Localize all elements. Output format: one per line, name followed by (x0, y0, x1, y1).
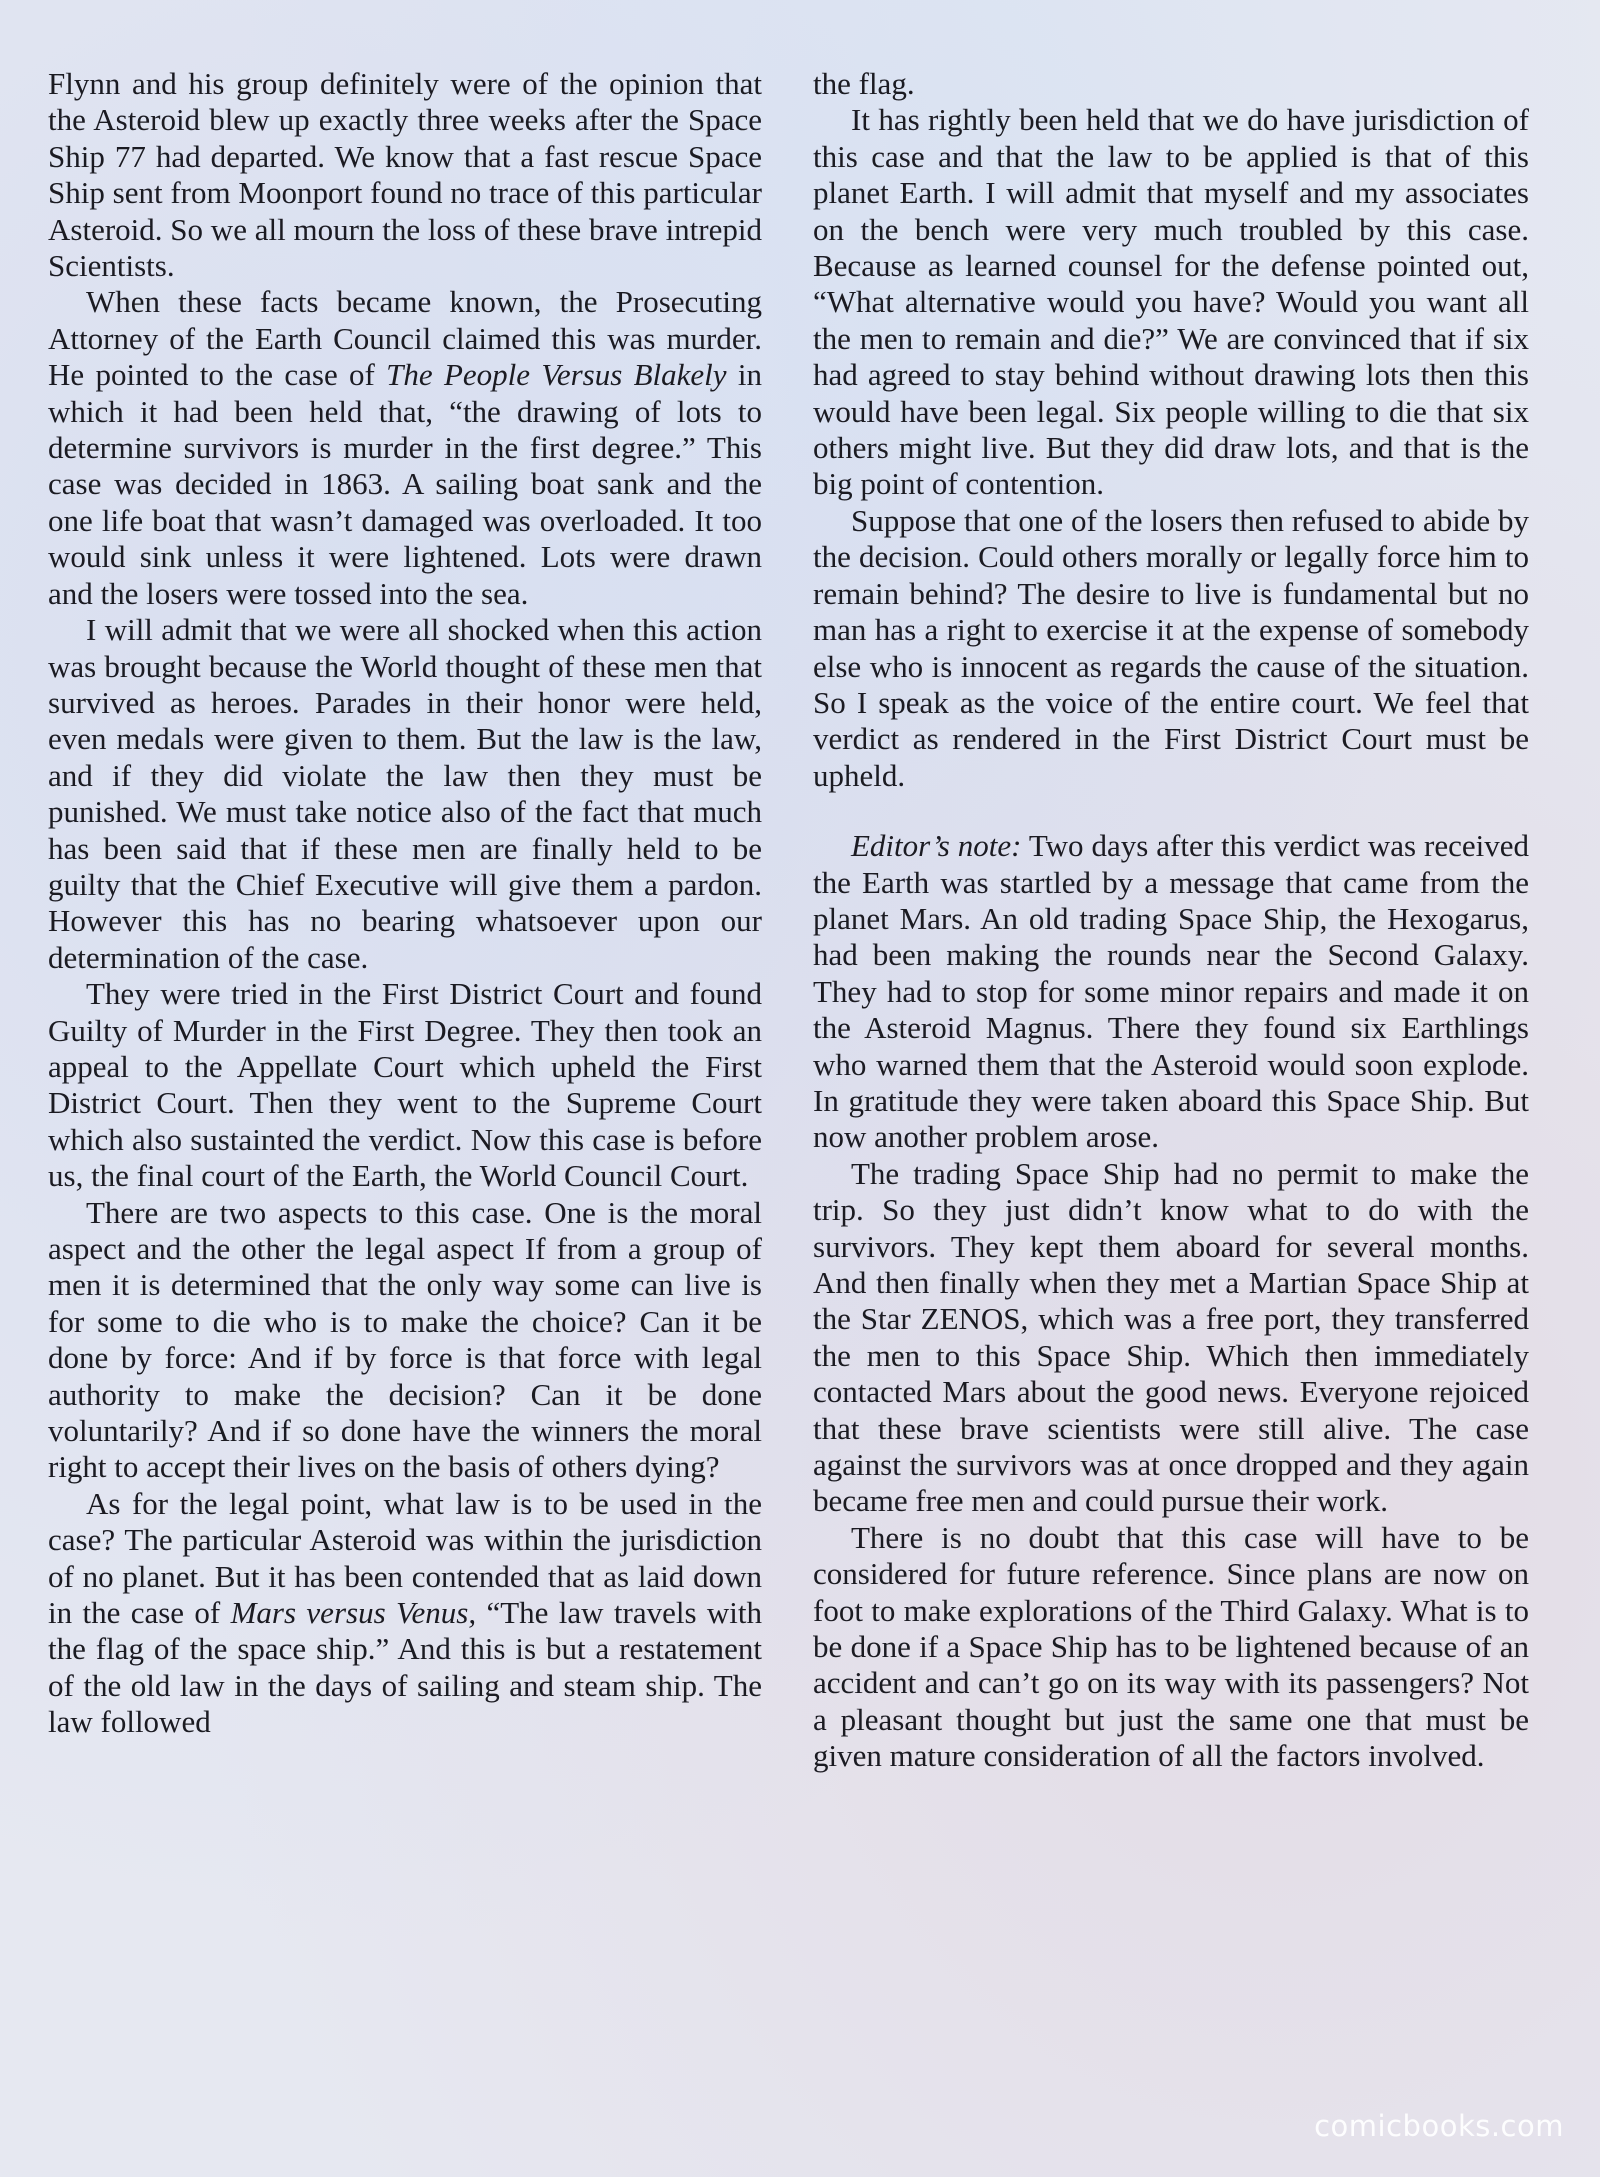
left-paragraph-5: There are two aspects to this case. One is the moral aspect and the other the legal aspect If from a group of men it is determined that the only way some can live is for some to die who is to make the choice? Can it be done by force: And if by force is that force with legal authority to make the decision? Can it be done voluntarily? And if so done have the winners the moral right to accept their lives on the basis of others dying? (48, 1194, 762, 1485)
right-paragraph-2: Suppose that one of the losers then refused to abide by the decision. Could others morally or legally force him to remain behind? The desire to live is fundamental but no man has a right to exercise it at the expense of somebody else who is innocent as regards the cause of the situation. So I speak as the voice of the entire court. We feel that verdict as rendered in the First District Court must be upheld. (813, 502, 1529, 793)
right-paragraph-4: The trading Space Ship had no permit to make the trip. So they just didn’t know what to do with the survivors. They kept them aboard for several months. And then finally when they met a Martian Space Ship at the Star ZENOS, which was a free port, they transferred the men to this Space Ship. Which then immediately contacted Mars about the good news. Everyone rejoiced that these brave scientists were still alive. The case against the survivors was at once dropped and they again became free men and could pursue their work. (813, 1155, 1529, 1519)
left-paragraph-2-text-b: in which it had been held that, “the drawing of lots to determine survivors is murder in the first degree.” This case was decided in 1863. A sailing boat sank and the one life boat that wasn’t damaged was overloaded. It too would sink unless it were lightened. Lots were drawn and the losers were tossed into the sea. (48, 357, 762, 611)
left-paragraph-3: I will admit that we were all shocked when this action was brought because the World thought of these men that survived as heroes. Parades in their honor were held, even medals were given to them. But the law is the law, and if they did violate the law then they must be punished. We must take notice also of the fact that much has been said that if these men are finally held to be guilty that the Chief Executive will give them a pardon. However this has no bearing whatsoever upon our determination of the case. (48, 612, 762, 975)
left-text-column (48, 66, 762, 1741)
editors-note-paragraph (813, 828, 1529, 1156)
left-paragraph-1: Flynn and his group definitely were of the opinion that the Asteroid blew up exactly three weeks after the Space Ship 77 had departed. We know that a fast rescue Space Ship sent from Moonport found no trace of this particular Asteroid. So we all mourn the loss of these brave intrepid Scientists. (48, 66, 762, 284)
right-paragraph-1: It has rightly been held that we do have jurisdiction of this case and that the law to be applied is that of this planet Earth. I will admit that myself and my associates on the bench were very much troubled by this case. Because as learned counsel for the defense pointed out, “What alternative would you have? Would you want all the men to remain and die?” We are convinced that if six had agreed to stay behind without drawing lots then this would have been legal. Six people willing to die that six others might live. But they did draw lots, and that is the big point of contention. (813, 102, 1529, 502)
left-paragraph-2-text-a: When these facts became known, the Prosecuting Attorney of the Earth Council claimed this was murder. He pointed to the case of (48, 284, 762, 393)
right-text-column (813, 66, 1529, 1775)
left-paragraph-6 (48, 1486, 762, 1741)
right-paragraph-0: the flag. (813, 66, 915, 101)
case-citation-people-v-blakely: The People Versus Blakely (386, 357, 727, 393)
case-citation-mars-v-venus: Mars versus Venus, (230, 1595, 477, 1631)
editors-note-text: Two days after this verdict was received the Earth was startled by a message that came from the planet Mars. An old trading Space Ship, the Hexogarus, had been making the rounds near the Second Galaxy. They had to stop for some minor repairs and made it on the Asteroid Magnus. There they found six Earthlings who warned them that the Asteroid would soon explode. In gratitude they were taken aboard this Space Ship. But now another problem arose. (813, 828, 1529, 1155)
left-paragraph-6-text-b: “The law travels with the flag of the space ship.” And this is but a restatement of the old law in the days of sailing and steam ship. The law followed (48, 1595, 762, 1740)
left-paragraph-2 (48, 284, 762, 612)
editors-note-label: Editor’s note: (851, 828, 1022, 864)
left-paragraph-6-text-a: As for the legal point, what law is to be used in the case? The particular Asteroid was within the jurisdiction of no planet. But it has been contended that as laid down in the case of (48, 1485, 762, 1631)
left-paragraph-4: They were tried in the First District Court and found Guilty of Murder in the First Degree. They then took an appeal to the Appellate Court which upheld the First District Court. Then they went to the Supreme Court which also sustainted the verdict. Now this case is before us, the final court of the Earth, the World Council Court. (48, 976, 762, 1194)
watermark: comicbooks.com (1314, 2109, 1564, 2143)
right-paragraph-5: There is no doubt that this case will have to be considered for future reference. Since plans are now on foot to make explorations of the Third Galaxy. What is to be done if a Space Ship has to be lightened because of an accident and can’t go on its way with its passengers? Not a pleasant thought but just the same one that must be given mature consideration of all the factors involved. (813, 1519, 1529, 1774)
